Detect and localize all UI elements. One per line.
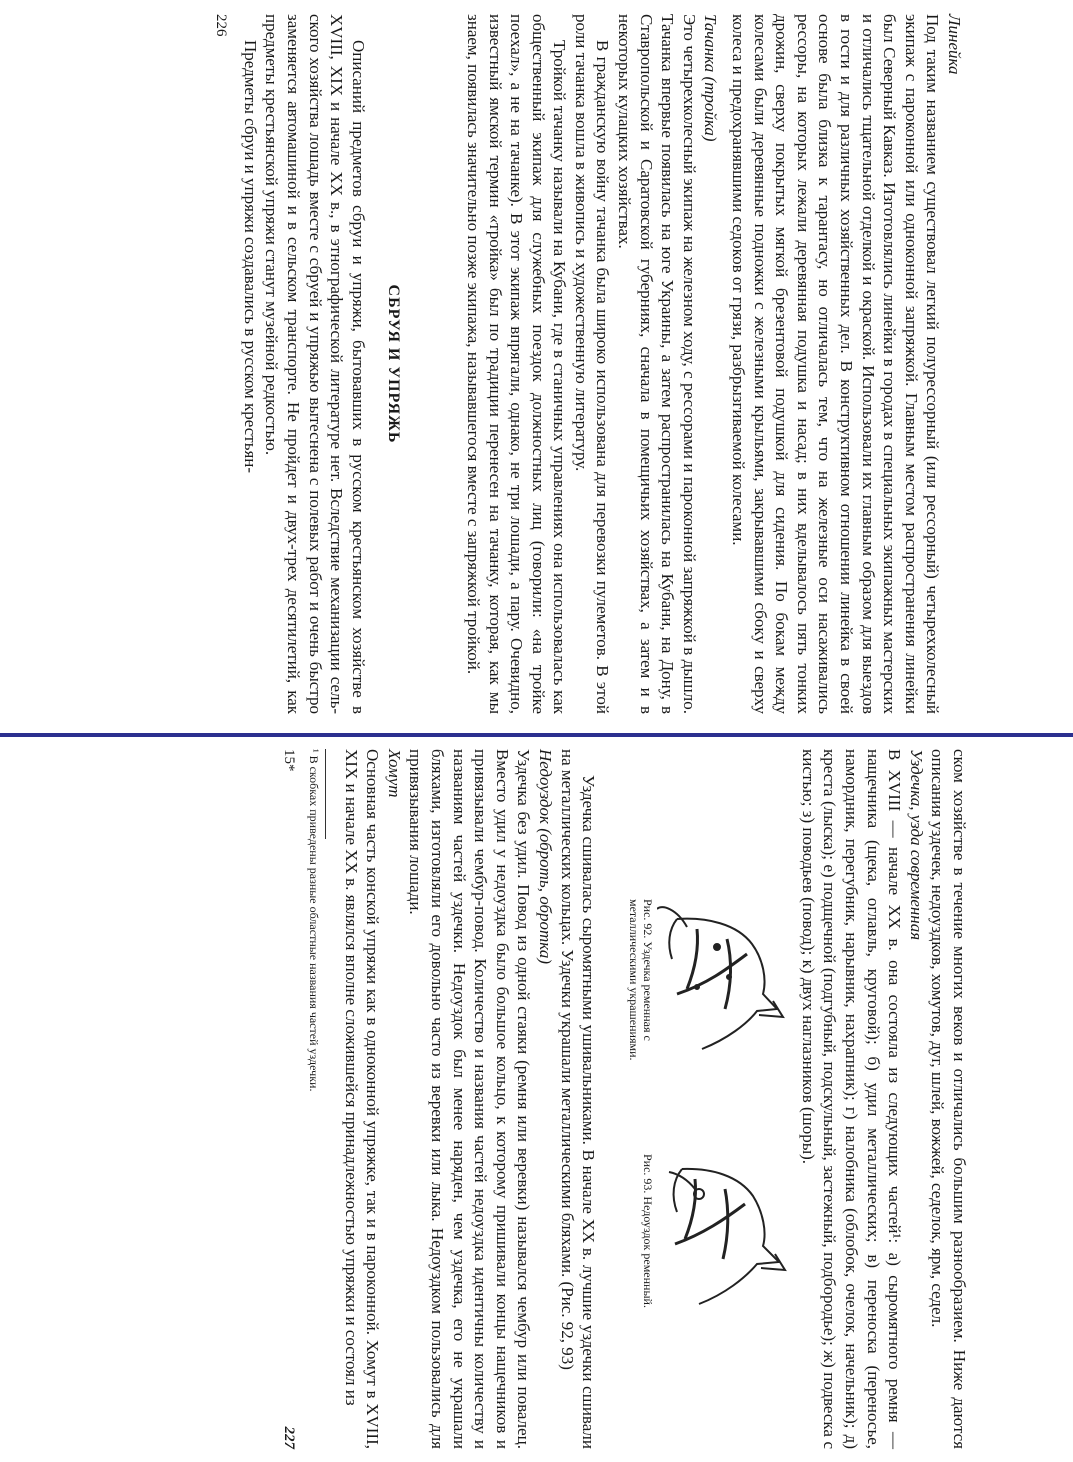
sbruya-paragraph-1: Описаний предметов сбруи и упряжи, бытовавших в русском крестьянском хозяйстве в XVIII, XIX и начале XX в., в этнографической литературе нет. Вследствие механизации сельского хозяйства лошадь вместе с сбруей и упряжью вытеснена с полевых работ и очень быстро заменяется автомашиной и в сельском транспорте. Не пройдет и двух-трех десятилетий, как предметы крестьянской упряжи станут музейной редкостью. <box>262 14 368 714</box>
uzdechka-heading: Уздечка, узда современная <box>906 749 926 941</box>
figure-92-caption: Рис. 92. Уздечка ременная с металлическими украшениями. <box>627 899 656 1061</box>
footnote-rule <box>325 749 326 839</box>
khomut-paragraph: Основная часть конской упряжи как в одноконной упряжке, так и в пароконной. Хомут в XVIII, XIX и начале XX в. являлся вполне сложившейся принадлежностью упряжки и состоял из <box>341 749 383 1449</box>
sbruya-paragraph-2: Предметы сбруи и упряжи создавались в русском крестьян- <box>240 40 260 474</box>
horse-halter-illustration <box>657 1154 787 1314</box>
figures-block <box>605 749 787 1449</box>
page-number-226: 226 <box>213 14 230 37</box>
page-number-227: 227 <box>281 1426 298 1449</box>
page-226 <box>85 14 965 714</box>
tachanka-paragraph-2: В гражданскую войну тачанка была широко использована для перевозки пулеметов. В этой роли тачанка вошла в живопись и художественную литературу. <box>571 14 613 714</box>
uzdechka-paragraph-2: Уздечка сшивалась сыромятными ушивальниками. В начале XX в. лучшие уздечки сшивали на металлических кольцах. Уздечки украшали металлическими бляхами. (Рис. 92, 93) <box>557 749 599 1449</box>
nedouzdok-paragraph: Уздечка без удил. Повод из одной стаяки (ремня или веревки) назывался чембур или повалец. Вместо удил у недоуздка было большое кольцо, к которому пришивали концы нащечников и привязывали чембур-повод. Количество и названия частей недоуздка идентичны количеству и названиям частей уздечки. Недоуздок был менее наряден, чем уздечка, его не украшали бляхами, изготовляли его довольно часто из веревки или лыка. Недоуздком пользовались для привязывания лошади. <box>406 749 534 1449</box>
figure-93 <box>641 1154 787 1324</box>
tachanka-heading: Тачанка (тройка) <box>701 14 721 142</box>
tachanka-paragraph-1: Это четырехколесный экипаж на железном ходу, с рессорами и пароконной запряжкой в дышло. Тачанка впервые появилась на юге Украины, а затем распространилась на Кубани, на Дону, в Ставропольской и Саратовской губерниях, сначала в помещичьих хозяйствах, а затем и в некоторых кулацких хозяйствах. <box>615 14 699 714</box>
section-title: СБРУЯ И УПРЯЖЬ <box>385 284 403 444</box>
footnote: ¹ В скобках приведены разные областные названия частей уздечки. <box>307 749 322 1092</box>
signature-mark: 15* <box>281 749 298 772</box>
khomut-heading: Хомут <box>384 749 404 798</box>
horse-bridle-illustration <box>657 899 787 1059</box>
page-footer <box>278 749 300 1449</box>
nedouzdok-heading: Недоуздок (оброть, обротка) <box>536 749 556 964</box>
bottom-scan-page <box>0 737 1073 1462</box>
page-227 <box>100 749 970 1449</box>
linejka-heading: Линейка <box>945 14 964 75</box>
tachanka-paragraph-3: Тройкой тачанку называли на Кубани, где в станичных управлениях она использовалась как общественный экипаж для служебных поездок должностных лиц (говорили: «на тройке поехал», а не на тачанке). В этот экипаж впрягали, однако, не три лошади, а пару. Очевидно, известный ямской термин «тройка» был по традиции перенесен на тачанку, которая, как мы знаем, появилась значительно позже экипажа, называвшегося вместе с запряжкой тройкой. <box>463 14 570 714</box>
uzdechka-paragraph: В XVIII — начале XX в. она состояла из следующих частей¹: а) сыромятного ремня — нащечника (щека, оглавль, круговой); б) удил металлических; в) переноска (переносье, намордник, перегубник, нарывник, нахрапник); г) налобника (облобок, очелок, начельник); д) креста (лыска); е) подщечной (подгубный, подскульный, застежный, подбородье); ж) подвеска с кистью; з) поводьев (повод); к) двух наглазников (шоры). <box>798 749 905 1449</box>
figure-93-caption: Рис. 93. Недоуздок ременный. <box>641 1154 656 1308</box>
figure-92 <box>627 899 787 1069</box>
intro-paragraph: ском хозяйстве в течение многих веков и отличались большим разнообразием. Ниже даются описания уздечек, недоуздков, хомутов, дуг, шлей, вожжей, седелок, ярм, седел. <box>928 749 969 1449</box>
linejka-paragraph: Под таким названием существовал легкий полурессорный (или рессорный) четырехколесный экипаж с пароконной или одноконной запряжкой. Главным местом распространения линейки был Северный Кавказ. Изготовлялись линейки в городах в специальных экипажных мастерских и отличались тщательной отделкой и окраской. Использовали их главным образом для выездов в гости и для различных хозяйственных дел. В конструктивном отношении линейка в своей основе была близка к тарантасу, но отличалась тем, что на железные оси насаживались рессоры, на которых лежали деревянная подушка и насад; в них вделывалось пять тонких дрожин, сверху покрытых мягкой брезентовой подушкой для сидения. По бокам между колесами были деревянные подножки с железными крыльями, закрывавшими сбоку и сверху колеса и предохранявшими седоков от грязи, разбрызгиваемой колесами. <box>729 14 943 714</box>
